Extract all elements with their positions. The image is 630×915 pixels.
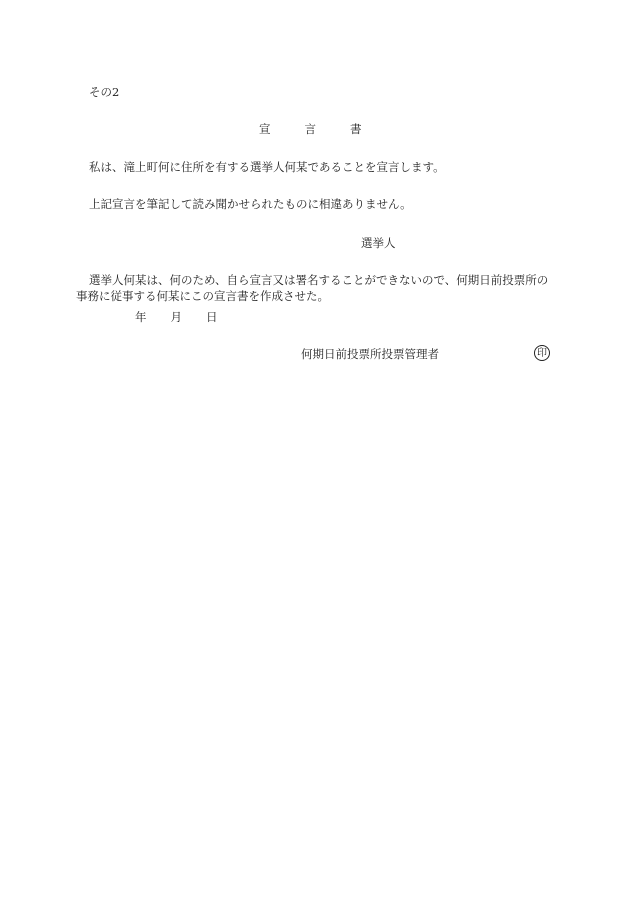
title-char-3: 書 <box>350 122 362 136</box>
proxy-paragraph: 選挙人何某は、何のため、自ら宣言又は署名することができないので、何期日前投票所の事務に従事する何某にこの宣言書を作成させた。 <box>76 273 549 303</box>
administrator-label: 何期日前投票所投票管理者 <box>301 347 439 361</box>
date-day-label: 日 <box>206 310 218 324</box>
date-month-label: 月 <box>170 310 182 324</box>
seal-mark: 印 <box>534 345 550 361</box>
date-year-label: 年 <box>135 310 147 324</box>
declaration-statement: 私は、滝上町何に住所を有する選挙人何某であることを宣言します。 <box>89 160 445 174</box>
section-label: その2 <box>89 85 120 99</box>
transcription-confirmation: 上記宣言を筆記して読み聞かせられたものに相違ありません。 <box>89 197 412 211</box>
document-title <box>259 121 362 137</box>
title-char-1: 宣 <box>259 122 271 136</box>
voter-signature-label: 選挙人 <box>361 236 396 250</box>
date-line <box>135 309 218 325</box>
title-char-2: 言 <box>304 122 316 136</box>
